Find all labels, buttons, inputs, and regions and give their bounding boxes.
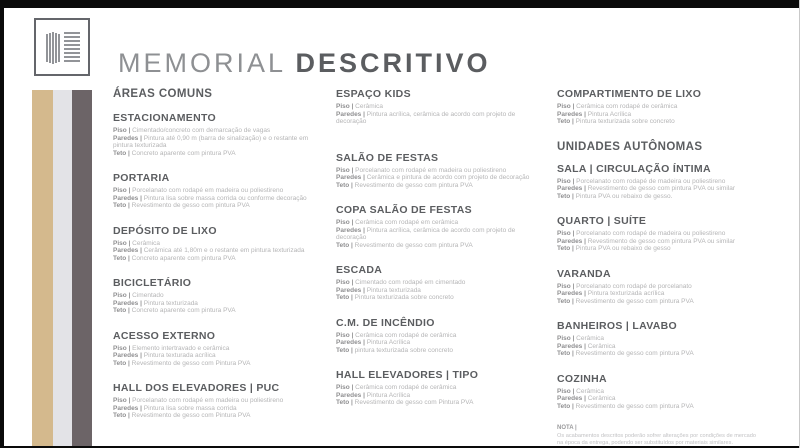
spec-line (557, 395, 753, 403)
spec-label: Paredes | (336, 339, 365, 346)
section-title: VARANDA (557, 267, 611, 280)
spec-text: Revestimento de gesso com pintura PVA (573, 350, 694, 357)
spec-section (336, 369, 557, 407)
spec-line (336, 182, 532, 190)
page-title-light: MEMORIAL (118, 48, 286, 79)
section-title: HALL DOS ELEVADORES | PUC (113, 382, 280, 394)
section-title: COPA SALÃO DE FESTAS (336, 204, 472, 216)
section-title: ESCADA (336, 264, 383, 276)
spec-text: Revestimento de gesso com pintura PVA (129, 202, 250, 209)
spec-text: Cimentado com rodapé em cimentado (353, 279, 466, 286)
spec-section (557, 215, 763, 253)
spec-text: Elemento intertravado e cerâmica (130, 344, 230, 352)
spec-text: Pintura até 0,90 m (barra de sinalização) e o restante em pintura texturizada (113, 134, 309, 149)
spec-label: Piso | (557, 230, 575, 237)
spec-line (336, 111, 532, 126)
spec-text: Revestimento de gesso com pintura PVA (352, 181, 473, 189)
section-title: ACESSO EXTERNO (113, 329, 216, 342)
spec-line (557, 343, 753, 351)
spec-line (336, 227, 532, 242)
spec-line (557, 103, 753, 111)
spec-text: Pintura Acrílica (364, 391, 411, 399)
spec-text: Porcelanato com rodapé de madeira ou poliestireno (574, 177, 726, 185)
spec-text: Porcelanato com rodapé em madeira ou poliestireno (130, 187, 284, 194)
section-title: COZINHA (557, 372, 607, 385)
spec-label: Piso | (113, 344, 131, 352)
spec-line (557, 230, 753, 238)
spec-text: Concreto aparente com pintura PVA (129, 307, 236, 314)
spec-label: Paredes | (557, 290, 586, 297)
section-title: BICICLETÁRIO (113, 277, 192, 289)
spec-section (557, 320, 763, 358)
spec-label: Teto | (336, 241, 353, 249)
section-title: ESTACIONAMENTO (113, 112, 216, 124)
spec-line (336, 347, 532, 355)
spec-line (113, 360, 309, 368)
spec-label: Paredes | (113, 247, 142, 254)
spec-section (336, 204, 557, 249)
spec-text: Revestimento de gesso com pintura PVA (352, 241, 473, 249)
spec-label: Piso | (113, 239, 131, 247)
spec-text: Porcelanato com rodapé de madeira ou poliestireno (574, 230, 726, 237)
spec-text: Pintura texturada acrílica (141, 352, 216, 359)
spec-line (336, 392, 532, 400)
spec-text: Revestimento de gesso com pintura PVA (573, 402, 694, 410)
spec-line (336, 242, 532, 250)
spec-text: Cerâmica (353, 103, 383, 110)
spec-section (113, 225, 336, 263)
spec-text: Concreto aparente com pintura PVA (129, 254, 236, 262)
page-title-bold: DESCRITIVO (295, 48, 491, 79)
spec-text: Pintura texturizada sobre concreto (352, 294, 454, 301)
spec-text: Pintura acrílica, cerâmica de acordo com projeto de decoração (336, 226, 516, 241)
spec-label: Teto | (113, 412, 130, 419)
spec-text: Cerâmica (585, 395, 616, 402)
spec-label: Piso | (336, 384, 354, 391)
spec-label: Paredes | (557, 185, 586, 192)
spec-text: Cimentado/concreto com demarcação de vagas (130, 127, 271, 134)
spec-text: Cerâmica (585, 342, 616, 350)
spec-label: Paredes | (557, 342, 586, 350)
spec-text: Cerâmica com rodapé de cerâmica (574, 103, 678, 110)
spec-text: Porcelanato com rodapé de porcelanato (574, 282, 692, 290)
section-title: C.M. DE INCÊNDIO (336, 316, 435, 329)
spec-line (113, 345, 309, 353)
spec-label: Paredes | (557, 237, 586, 245)
spec-line (557, 238, 753, 246)
page-title (118, 48, 491, 79)
spec-line (557, 335, 753, 343)
spec-line (113, 255, 309, 263)
spec-label: Teto | (336, 294, 353, 301)
spec-line (113, 300, 309, 308)
spec-label: Paredes | (557, 110, 586, 118)
group-heading: ÁREAS COMUNS (113, 88, 213, 100)
spec-label: Teto | (336, 399, 353, 406)
spec-line (113, 247, 309, 255)
frame-top-edge (0, 0, 800, 8)
spec-line (336, 103, 532, 111)
spec-text: Pintura texturizada acrílica (585, 290, 665, 297)
spec-text: Concreto aparente com pintura PVA (129, 149, 236, 157)
spec-text: Revestimento de gesso com Pintura PVA (129, 412, 251, 419)
frame-left-edge (0, 0, 4, 448)
spec-line (336, 219, 532, 227)
spec-label: Paredes | (113, 299, 142, 307)
section-title: QUARTO | SUÍTE (557, 215, 647, 227)
spec-label: Teto | (113, 359, 130, 367)
spec-line (557, 193, 753, 201)
spec-line (336, 174, 532, 182)
spec-text: Cimentado (130, 292, 164, 299)
content-columns (113, 88, 763, 446)
spec-label: Piso | (336, 166, 354, 174)
document-logo-icon (34, 18, 90, 76)
spec-section (557, 163, 763, 201)
section-title: COMPARTIMENTO DE LIXO (557, 88, 702, 100)
spec-line (113, 135, 309, 150)
spec-section (113, 112, 336, 157)
spec-text: Cerâmica (574, 387, 604, 395)
palette-bar-tan (32, 90, 53, 446)
spec-text: Pintura Acrílica (585, 110, 632, 118)
spec-line (113, 405, 309, 413)
group-heading: UNIDADES AUTÔNOMAS (557, 140, 703, 153)
spec-text: pintura texturizada sobre concreto (352, 346, 453, 354)
spec-text: Pintura Acrílica (364, 339, 411, 346)
spec-text: Cerâmica com rodapé de cerâmica (353, 384, 457, 391)
section-title: DEPÓSITO DE LIXO (113, 224, 217, 237)
spec-line (557, 185, 753, 193)
spec-label: Piso | (557, 177, 575, 185)
column-3 (557, 88, 763, 446)
spec-text: Pintura texturizada sobre concreto (573, 118, 675, 125)
spec-line (557, 290, 753, 298)
spec-label: Teto | (557, 118, 574, 125)
spec-label: Piso | (336, 279, 354, 286)
section-title: BANHEIROS | LAVABO (557, 320, 677, 332)
spec-section (113, 330, 336, 368)
spec-section (557, 373, 763, 411)
footnote (557, 425, 757, 446)
spec-line (557, 118, 753, 126)
spec-line (557, 388, 753, 396)
spec-label: Piso | (113, 292, 131, 299)
spec-label: Teto | (113, 254, 130, 262)
spec-label: Teto | (113, 149, 130, 157)
spec-section (336, 317, 557, 355)
palette-bars (32, 90, 92, 446)
spec-label: Paredes | (336, 110, 365, 118)
section-title: HALL ELEVADORES | TIPO (336, 369, 479, 381)
section-title: SALÃO DE FESTAS (336, 151, 439, 164)
spec-label: Teto | (557, 245, 574, 252)
spec-label: Paredes | (336, 391, 365, 399)
spec-section (557, 88, 763, 126)
palette-bar-light-gray (53, 90, 72, 446)
spec-label: Teto | (113, 202, 130, 209)
spec-text: Pintura texturizada (364, 286, 421, 294)
spec-label: Teto | (557, 297, 574, 305)
spec-text: Cerâmica até 1,80m e o restante em pintura texturizada (141, 247, 305, 254)
spec-line (113, 397, 309, 405)
spec-text: Pintura texturizada (141, 299, 198, 307)
spec-text: Revestimento de gesso com pintura PVA ou similar (585, 185, 736, 192)
spec-label: Teto | (336, 181, 353, 189)
spec-line (336, 167, 532, 175)
section-title: SALA | CIRCULAÇÃO ÍNTIMA (557, 162, 711, 175)
spec-text: Pintura acrílica, cerâmica de acordo com projeto de decoração (336, 110, 516, 125)
spec-label: Piso | (113, 187, 131, 194)
spec-label: Paredes | (336, 286, 365, 294)
spec-line (557, 245, 753, 253)
spec-text: Revestimento de gesso com pintura PVA (573, 297, 694, 305)
footnote-text: Os acabamentos descritos poderão sofrer alterações por condições de mercado na época da entrega, podendo ser substituídos por materiais similares. (557, 433, 756, 446)
spec-label: Paredes | (336, 174, 365, 181)
spec-line (113, 202, 309, 210)
spec-label: Piso | (336, 103, 354, 110)
spec-section (557, 268, 763, 306)
spec-text: Revestimento de gesso com pintura PVA ou similar (585, 237, 736, 245)
spec-text: Cerâmica (574, 335, 604, 342)
spec-line (336, 294, 532, 302)
spec-text: Cerâmica com rodapé em cerâmica (353, 219, 459, 226)
spec-section (113, 172, 336, 210)
spec-line (336, 399, 532, 407)
spec-label: Teto | (336, 346, 353, 354)
palette-bar-dark-taupe (72, 90, 92, 446)
spec-section (113, 382, 336, 420)
spec-line (113, 240, 309, 248)
spec-text: Pintura PVA ou rebaixo de gesso (573, 245, 671, 252)
spec-text: Porcelanato com rodapé em madeira ou poliestireno (353, 166, 507, 174)
spec-label: Piso | (557, 282, 575, 290)
spec-label: Teto | (557, 192, 574, 200)
spec-label: Piso | (336, 219, 354, 226)
spec-text: Revestimento de gesso com Pintura PVA (129, 359, 251, 367)
spec-label: Teto | (113, 307, 130, 314)
footnote-label: NOTA | (557, 425, 577, 431)
spec-label: Piso | (557, 335, 575, 342)
spec-text: Revestimento de gesso com Pintura PVA (352, 399, 474, 406)
spec-text: Cerâmica (130, 239, 160, 247)
spec-label: Piso | (113, 397, 131, 404)
spec-line (113, 292, 309, 300)
spec-section (336, 152, 557, 190)
spec-section (336, 88, 557, 126)
spec-line (336, 332, 532, 340)
spec-label: Piso | (557, 103, 575, 110)
spec-text: Cerâmica e pintura de acordo com projeto de decoração (364, 174, 530, 181)
spec-label: Piso | (336, 331, 354, 339)
spec-section (336, 264, 557, 302)
spec-text: Cerâmica com rodapé de cerâmica (353, 331, 457, 339)
spec-line (113, 352, 309, 360)
spec-line (557, 111, 753, 119)
spec-section (113, 277, 336, 315)
column-2 (336, 88, 557, 422)
section-title: ESPAÇO KIDS (336, 88, 411, 100)
spec-label: Paredes | (557, 395, 586, 402)
spec-label: Teto | (557, 350, 574, 357)
spec-line (557, 178, 753, 186)
spec-line (113, 150, 309, 158)
spec-label: Paredes | (113, 404, 142, 412)
section-title: PORTARIA (113, 172, 170, 184)
spec-line (557, 283, 753, 291)
column-1 (113, 88, 336, 435)
document-logo-glyph (36, 20, 88, 74)
spec-line (557, 350, 753, 358)
spec-label: Piso | (557, 387, 575, 395)
spec-line (113, 187, 309, 195)
spec-label: Paredes | (113, 352, 142, 359)
spec-label: Piso | (113, 127, 131, 134)
spec-line (113, 412, 309, 420)
spec-label: Paredes | (336, 226, 365, 234)
spec-label: Paredes | (113, 134, 142, 142)
spec-line (113, 127, 309, 135)
spec-label: Teto | (557, 402, 574, 410)
spec-line (557, 298, 753, 306)
spec-label: Paredes | (113, 194, 142, 202)
spec-line (557, 403, 753, 411)
spec-line (336, 287, 532, 295)
spec-text: Pintura lisa sobre massa corrida (141, 404, 237, 412)
spec-line (336, 384, 532, 392)
spec-text: Pintura lisa sobre massa corrida ou conforme decoração (141, 194, 307, 202)
spec-line (336, 339, 532, 347)
spec-line (113, 307, 309, 315)
spec-text: Pintura PVA ou rebaixo de gesso. (573, 192, 673, 200)
spec-line (336, 279, 532, 287)
spec-text: Porcelanato com rodapé em madeira ou poliestireno (130, 397, 284, 404)
spec-line (113, 195, 309, 203)
